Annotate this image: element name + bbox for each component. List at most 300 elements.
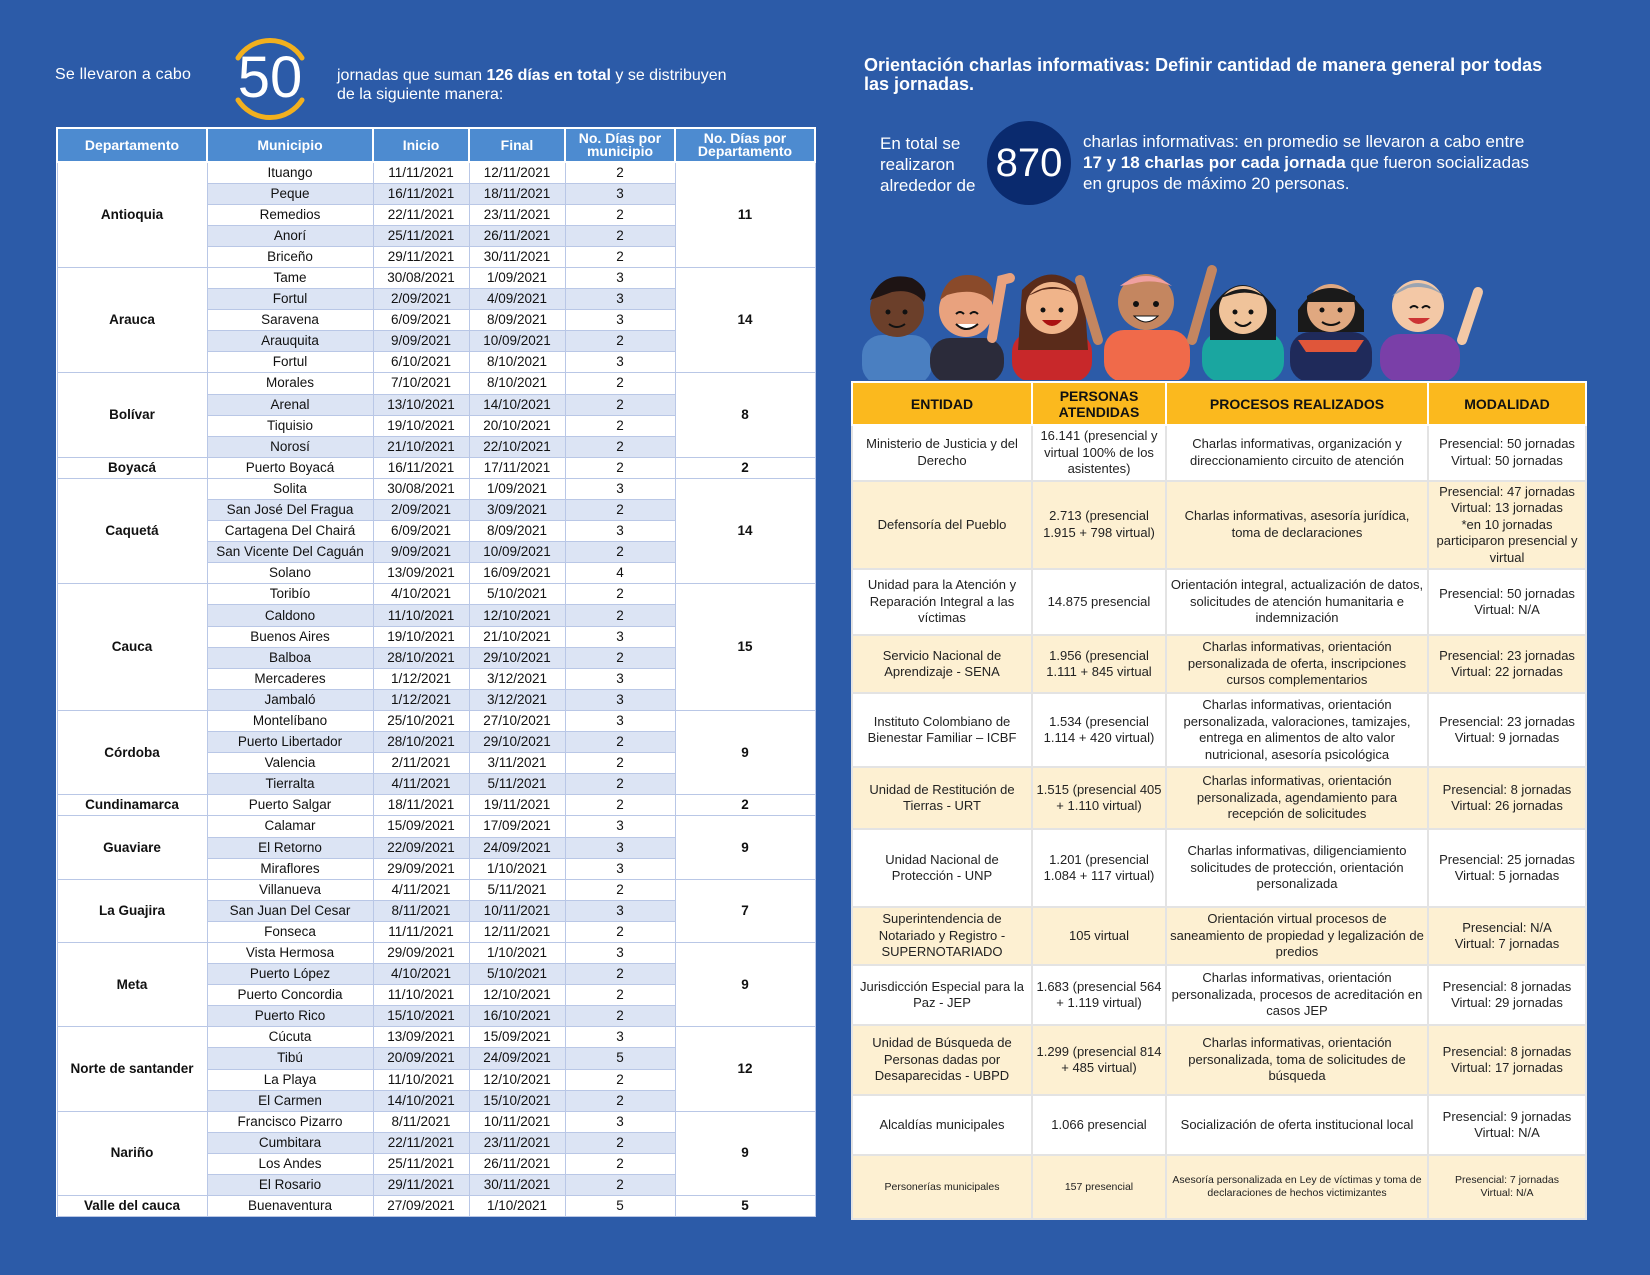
department-cell: Antioquia [57, 162, 207, 267]
inicio-cell: 29/09/2021 [373, 858, 469, 879]
municipio-cell: Los Andes [207, 1153, 373, 1174]
modalidad-cell: Presencial: 8 jornadas Virtual: 26 jornadas [1428, 767, 1586, 829]
modalidad-cell: Presencial: 9 jornadas Virtual: N/A [1428, 1095, 1586, 1155]
inicio-cell: 16/11/2021 [373, 183, 469, 204]
table-row [852, 965, 1586, 1025]
modalidad-cell: Presencial: 47 jornadas Virtual: 13 jornadas *en 10 jornadas participaron presencial y virtual [1428, 481, 1586, 570]
charlas-desc-line: en grupos de máximo 20 personas. [1083, 174, 1350, 193]
final-cell: 5/11/2021 [469, 879, 565, 900]
municipio-cell: Morales [207, 373, 373, 394]
final-cell: 12/10/2021 [469, 605, 565, 626]
dias-municipio-cell: 2 [565, 879, 675, 900]
table-row [57, 816, 815, 837]
municipio-cell: El Carmen [207, 1090, 373, 1111]
entidad-cell: Superintendencia de Notariado y Registro - SUPERNOTARIADO [852, 907, 1032, 965]
final-cell: 12/10/2021 [469, 1069, 565, 1090]
table-row [57, 710, 815, 731]
final-cell: 17/11/2021 [469, 457, 565, 478]
dias-municipio-cell: 2 [565, 732, 675, 753]
municipio-cell: Ituango [207, 162, 373, 183]
modalidad-cell: Presencial: 8 jornadas Virtual: 29 jornadas [1428, 965, 1586, 1025]
table-row [57, 457, 815, 478]
intro-text-bold: 126 días en total [486, 67, 611, 84]
inicio-cell: 2/11/2021 [373, 753, 469, 774]
final-cell: 10/11/2021 [469, 1111, 565, 1132]
dias-municipio-cell: 2 [565, 964, 675, 985]
final-cell: 5/10/2021 [469, 964, 565, 985]
final-cell: 29/10/2021 [469, 732, 565, 753]
municipio-cell: Fortul [207, 289, 373, 310]
table-row [852, 1155, 1586, 1219]
inicio-cell: 9/09/2021 [373, 331, 469, 352]
entidad-cell: Unidad de Búsqueda de Personas dadas por Desaparecidas - UBPD [852, 1025, 1032, 1095]
table-row [852, 767, 1586, 829]
municipio-cell: Francisco Pizarro [207, 1111, 373, 1132]
table-row [57, 584, 815, 605]
final-cell: 18/11/2021 [469, 183, 565, 204]
person-icon [1290, 284, 1372, 380]
dias-departamento-cell: 14 [675, 267, 815, 372]
personas-cell: 1.534 (presencial 1.114 + 420 virtual) [1032, 693, 1166, 767]
table-row [57, 373, 815, 394]
inicio-cell: 14/10/2021 [373, 1090, 469, 1111]
inicio-cell: 27/09/2021 [373, 1196, 469, 1217]
modalidad-cell: Presencial: 25 jornadas Virtual: 5 jornadas [1428, 829, 1586, 907]
entidad-cell: Jurisdicción Especial para la Paz - JEP [852, 965, 1032, 1025]
department-cell: Nariño [57, 1111, 207, 1195]
final-cell: 8/10/2021 [469, 373, 565, 394]
charlas-desc-rest: que fueron socializadas [1345, 153, 1530, 172]
table-row [852, 481, 1586, 570]
final-cell: 5/11/2021 [469, 774, 565, 795]
dias-municipio-cell: 2 [565, 500, 675, 521]
intro-description [337, 66, 807, 104]
inicio-cell: 1/12/2021 [373, 689, 469, 710]
charlas-title: Orientación charlas informativas: Definir cantidad de manera general por todas las jornadas. [864, 55, 1543, 94]
personas-cell: 16.141 (presencial y virtual 100% de los asistentes) [1032, 425, 1166, 481]
inicio-cell: 13/10/2021 [373, 394, 469, 415]
dias-municipio-cell: 3 [565, 183, 675, 204]
personas-cell: 1.066 presencial [1032, 1095, 1166, 1155]
final-cell: 19/11/2021 [469, 795, 565, 816]
procesos-cell: Charlas informativas, asesoría jurídica, toma de declaraciones [1166, 481, 1428, 570]
inicio-cell: 13/09/2021 [373, 563, 469, 584]
person-icon [930, 275, 1010, 380]
municipio-cell: El Rosario [207, 1175, 373, 1196]
dias-municipio-cell: 3 [565, 668, 675, 689]
final-cell: 27/10/2021 [469, 710, 565, 731]
final-cell: 10/09/2021 [469, 331, 565, 352]
modalidad-cell: Presencial: 23 jornadas Virtual: 22 jornadas [1428, 635, 1586, 693]
municipio-cell: Norosí [207, 436, 373, 457]
table-row [852, 1025, 1586, 1095]
col-header: Inicio [373, 128, 469, 162]
final-cell: 30/11/2021 [469, 1175, 565, 1196]
personas-cell: 14.875 presencial [1032, 569, 1166, 635]
department-cell: Caquetá [57, 478, 207, 583]
final-cell: 29/10/2021 [469, 647, 565, 668]
final-cell: 24/09/2021 [469, 837, 565, 858]
dias-municipio-cell: 2 [565, 1175, 675, 1196]
municipio-cell: Mercaderes [207, 668, 373, 689]
municipio-cell: Balboa [207, 647, 373, 668]
department-cell: Córdoba [57, 710, 207, 794]
inicio-cell: 11/11/2021 [373, 921, 469, 942]
inicio-cell: 22/09/2021 [373, 837, 469, 858]
table-row [57, 879, 815, 900]
final-cell: 10/09/2021 [469, 542, 565, 563]
inicio-cell: 30/08/2021 [373, 267, 469, 288]
dias-municipio-cell: 3 [565, 478, 675, 499]
inicio-cell: 19/10/2021 [373, 415, 469, 436]
dias-municipio-cell: 5 [565, 1048, 675, 1069]
charlas-prefix-line: realizaron [880, 155, 955, 174]
dias-departamento-cell: 9 [675, 710, 815, 794]
dias-departamento-cell: 5 [675, 1196, 815, 1217]
dias-municipio-cell: 3 [565, 1027, 675, 1048]
dias-departamento-cell: 2 [675, 795, 815, 816]
inicio-cell: 4/10/2021 [373, 584, 469, 605]
inicio-cell: 6/09/2021 [373, 310, 469, 331]
dias-municipio-cell: 2 [565, 331, 675, 352]
final-cell: 1/10/2021 [469, 1196, 565, 1217]
municipio-cell: Saravena [207, 310, 373, 331]
dias-municipio-cell: 2 [565, 1153, 675, 1174]
dias-departamento-cell: 8 [675, 373, 815, 457]
procesos-cell: Charlas informativas, orientación personalizada, valoraciones, tamizajes, entrega en alimentos de alto valor nutricional, asesoría psicológica [1166, 693, 1428, 767]
intro-text-a: jornadas que suman [337, 67, 487, 84]
final-cell: 12/10/2021 [469, 985, 565, 1006]
department-cell: Boyacá [57, 457, 207, 478]
procesos-cell: Orientación integral, actualización de datos, solicitudes de atención humanitaria e indemnización [1166, 569, 1428, 635]
municipio-cell: Puerto Rico [207, 1006, 373, 1027]
dias-departamento-cell: 12 [675, 1027, 815, 1111]
municipio-cell: Tibú [207, 1048, 373, 1069]
final-cell: 20/10/2021 [469, 415, 565, 436]
entidad-cell: Instituto Colombiano de Bienestar Familiar – ICBF [852, 693, 1032, 767]
charlas-total-prefix [880, 133, 975, 196]
final-cell: 15/10/2021 [469, 1090, 565, 1111]
dias-departamento-cell: 14 [675, 478, 815, 583]
final-cell: 3/12/2021 [469, 689, 565, 710]
dias-municipio-cell: 2 [565, 795, 675, 816]
procesos-cell: Socialización de oferta institucional local [1166, 1095, 1428, 1155]
entidades-table [851, 381, 1587, 1220]
municipio-cell: Arenal [207, 394, 373, 415]
entidad-cell: Alcaldías municipales [852, 1095, 1032, 1155]
dias-municipio-cell: 3 [565, 710, 675, 731]
inicio-cell: 22/11/2021 [373, 204, 469, 225]
procesos-cell: Asesoría personalizada en Ley de víctimas y toma de declaraciones de hechos victimizantes [1166, 1155, 1428, 1219]
table-row [852, 693, 1586, 767]
municipio-cell: Briceño [207, 246, 373, 267]
final-cell: 23/11/2021 [469, 1132, 565, 1153]
final-cell: 3/09/2021 [469, 500, 565, 521]
entidad-cell: Defensoría del Pueblo [852, 481, 1032, 570]
entidad-cell: Unidad de Restitución de Tierras - URT [852, 767, 1032, 829]
dias-municipio-cell: 3 [565, 689, 675, 710]
municipio-cell: Cumbitara [207, 1132, 373, 1153]
municipio-cell: El Retorno [207, 837, 373, 858]
municipio-cell: Cartagena Del Chairá [207, 521, 373, 542]
municipio-cell: Valencia [207, 753, 373, 774]
final-cell: 10/11/2021 [469, 900, 565, 921]
dias-municipio-cell: 2 [565, 204, 675, 225]
personas-cell: 1.956 (presencial 1.111 + 845 virtual [1032, 635, 1166, 693]
dias-municipio-cell: 3 [565, 816, 675, 837]
final-cell: 30/11/2021 [469, 246, 565, 267]
municipio-cell: Tame [207, 267, 373, 288]
final-cell: 12/11/2021 [469, 921, 565, 942]
final-cell: 4/09/2021 [469, 289, 565, 310]
table-row [57, 795, 815, 816]
procesos-cell: Charlas informativas, orientación personalizada, toma de solicitudes de búsqueda [1166, 1025, 1428, 1095]
inicio-cell: 8/11/2021 [373, 900, 469, 921]
municipio-cell: Solano [207, 563, 373, 584]
dias-municipio-cell: 2 [565, 1069, 675, 1090]
charlas-prefix-line: En total se [880, 134, 961, 153]
final-cell: 1/09/2021 [469, 478, 565, 499]
entidad-cell: Ministerio de Justicia y del Derecho [852, 425, 1032, 481]
dias-municipio-cell: 2 [565, 647, 675, 668]
table-row [57, 1027, 815, 1048]
dias-municipio-cell: 2 [565, 162, 675, 183]
inicio-cell: 4/10/2021 [373, 964, 469, 985]
modalidad-cell: Presencial: 8 jornadas Virtual: 17 jornadas [1428, 1025, 1586, 1095]
inicio-cell: 16/11/2021 [373, 457, 469, 478]
intro-text-c: y se distribuyen [610, 67, 727, 84]
table-row [852, 1095, 1586, 1155]
final-cell: 8/09/2021 [469, 310, 565, 331]
col-header: MODALIDAD [1428, 382, 1586, 425]
inicio-cell: 29/11/2021 [373, 246, 469, 267]
inicio-cell: 25/11/2021 [373, 225, 469, 246]
dias-municipio-cell: 3 [565, 858, 675, 879]
procesos-cell: Charlas informativas, orientación personalizada de oferta, inscripciones cursos complementarios [1166, 635, 1428, 693]
municipio-cell: Calamar [207, 816, 373, 837]
final-cell: 1/10/2021 [469, 858, 565, 879]
table-row [57, 162, 815, 183]
municipio-cell: Remedios [207, 204, 373, 225]
final-cell: 8/10/2021 [469, 352, 565, 373]
municipio-cell: Caldono [207, 605, 373, 626]
inicio-cell: 15/10/2021 [373, 1006, 469, 1027]
col-header: No. Días por municipio [565, 128, 675, 162]
department-cell: Valle del cauca [57, 1196, 207, 1217]
dias-municipio-cell: 2 [565, 394, 675, 415]
col-header: PROCESOS REALIZADOS [1166, 382, 1428, 425]
inicio-cell: 20/09/2021 [373, 1048, 469, 1069]
final-cell: 16/10/2021 [469, 1006, 565, 1027]
municipio-cell: Puerto Concordia [207, 985, 373, 1006]
entidades-table-header [852, 382, 1586, 425]
municipio-cell: Miraflores [207, 858, 373, 879]
municipio-cell: Montelíbano [207, 710, 373, 731]
dias-municipio-cell: 3 [565, 267, 675, 288]
procesos-cell: Charlas informativas, orientación personalizada, agendamiento para recepción de solicitudes [1166, 767, 1428, 829]
final-cell: 23/11/2021 [469, 204, 565, 225]
charlas-description [1083, 131, 1583, 194]
municipio-cell: Puerto Libertador [207, 732, 373, 753]
final-cell: 17/09/2021 [469, 816, 565, 837]
municipio-cell: Solita [207, 478, 373, 499]
table-row [852, 569, 1586, 635]
entidad-cell: Unidad Nacional de Protección - UNP [852, 829, 1032, 907]
final-cell: 24/09/2021 [469, 1048, 565, 1069]
modalidad-cell: Presencial: N/A Virtual: 7 jornadas [1428, 907, 1586, 965]
entidad-cell: Personerías municipales [852, 1155, 1032, 1219]
inicio-cell: 11/10/2021 [373, 605, 469, 626]
dias-municipio-cell: 2 [565, 1090, 675, 1111]
procesos-cell: Charlas informativas, diligenciamiento solicitudes de protección, orientación personalizada [1166, 829, 1428, 907]
department-cell: Norte de santander [57, 1027, 207, 1111]
dias-municipio-cell: 2 [565, 246, 675, 267]
dias-municipio-cell: 3 [565, 942, 675, 963]
person-icon [1380, 280, 1478, 380]
dias-municipio-cell: 2 [565, 436, 675, 457]
dias-municipio-cell: 2 [565, 584, 675, 605]
dias-municipio-cell: 3 [565, 352, 675, 373]
municipio-cell: Fonseca [207, 921, 373, 942]
dias-departamento-cell: 11 [675, 162, 815, 267]
col-header: Departamento [57, 128, 207, 162]
municipio-cell: San Juan Del Cesar [207, 900, 373, 921]
municipio-cell: Fortul [207, 352, 373, 373]
final-cell: 3/12/2021 [469, 668, 565, 689]
municipio-cell: Tiquisio [207, 415, 373, 436]
table-row [57, 1111, 815, 1132]
municipio-cell: Puerto López [207, 964, 373, 985]
charlas-desc-bold: 17 y 18 charlas por cada jornada [1083, 153, 1346, 172]
municipio-cell: San José Del Fragua [207, 500, 373, 521]
final-cell: 1/09/2021 [469, 267, 565, 288]
inicio-cell: 7/10/2021 [373, 373, 469, 394]
final-cell: 14/10/2021 [469, 394, 565, 415]
table-row [852, 425, 1586, 481]
municipio-cell: La Playa [207, 1069, 373, 1090]
jornadas-count-badge [224, 30, 316, 126]
inicio-cell: 13/09/2021 [373, 1027, 469, 1048]
inicio-cell: 8/11/2021 [373, 1111, 469, 1132]
inicio-cell: 25/10/2021 [373, 710, 469, 731]
intro-text-line2: de la siguiente manera: [337, 86, 504, 103]
inicio-cell: 11/10/2021 [373, 1069, 469, 1090]
department-cell: Arauca [57, 267, 207, 372]
municipio-cell: Peque [207, 183, 373, 204]
municipio-cell: Tierralta [207, 774, 373, 795]
col-header: ENTIDAD [852, 382, 1032, 425]
final-cell: 15/09/2021 [469, 1027, 565, 1048]
final-cell: 8/09/2021 [469, 521, 565, 542]
inicio-cell: 15/09/2021 [373, 816, 469, 837]
inicio-cell: 4/11/2021 [373, 774, 469, 795]
charlas-desc-line [1083, 152, 1583, 173]
personas-cell: 105 virtual [1032, 907, 1166, 965]
final-cell: 1/10/2021 [469, 942, 565, 963]
charlas-count-badge: 870 [987, 121, 1071, 205]
department-cell: Guaviare [57, 816, 207, 879]
dias-municipio-cell: 3 [565, 1111, 675, 1132]
inicio-cell: 4/11/2021 [373, 879, 469, 900]
dias-municipio-cell: 2 [565, 774, 675, 795]
jornadas-table [56, 127, 816, 1217]
final-cell: 21/10/2021 [469, 626, 565, 647]
charlas-desc-line: charlas informativas: en promedio se llevaron a cabo entre [1083, 132, 1525, 151]
modalidad-cell: Presencial: 7 jornadas Virtual: N/A [1428, 1155, 1586, 1219]
dias-municipio-cell: 2 [565, 457, 675, 478]
entidad-cell: Servicio Nacional de Aprendizaje - SENA [852, 635, 1032, 693]
dias-municipio-cell: 2 [565, 1006, 675, 1027]
municipio-cell: Jambaló [207, 689, 373, 710]
dias-municipio-cell: 3 [565, 310, 675, 331]
dias-municipio-cell: 2 [565, 373, 675, 394]
dias-municipio-cell: 2 [565, 415, 675, 436]
dias-municipio-cell: 2 [565, 921, 675, 942]
municipio-cell: Toribío [207, 584, 373, 605]
dias-departamento-cell: 15 [675, 584, 815, 711]
dias-municipio-cell: 2 [565, 542, 675, 563]
table-row [852, 829, 1586, 907]
final-cell: 3/11/2021 [469, 753, 565, 774]
dias-departamento-cell: 2 [675, 457, 815, 478]
final-cell: 5/10/2021 [469, 584, 565, 605]
department-cell: Bolívar [57, 373, 207, 457]
table-row [57, 942, 815, 963]
dias-departamento-cell: 9 [675, 816, 815, 879]
dias-municipio-cell: 5 [565, 1196, 675, 1217]
final-cell: 12/11/2021 [469, 162, 565, 183]
department-cell: Meta [57, 942, 207, 1026]
municipio-cell: Cúcuta [207, 1027, 373, 1048]
charlas-prefix-line: alrededor de [880, 176, 976, 195]
personas-cell: 1.683 (presencial 564 + 1.119 virtual) [1032, 965, 1166, 1025]
dias-municipio-cell: 3 [565, 521, 675, 542]
dias-departamento-cell: 7 [675, 879, 815, 942]
municipio-cell: Arauquita [207, 331, 373, 352]
municipio-cell: Buenaventura [207, 1196, 373, 1217]
municipio-cell: Villanueva [207, 879, 373, 900]
personas-cell: 1.201 (presencial 1.084 + 117 virtual) [1032, 829, 1166, 907]
dias-municipio-cell: 3 [565, 289, 675, 310]
inicio-cell: 2/09/2021 [373, 289, 469, 310]
personas-cell: 157 presencial [1032, 1155, 1166, 1219]
inicio-cell: 11/10/2021 [373, 985, 469, 1006]
final-cell: 26/11/2021 [469, 225, 565, 246]
dias-municipio-cell: 2 [565, 225, 675, 246]
entidad-cell: Unidad para la Atención y Reparación Integral a las víctimas [852, 569, 1032, 635]
col-header: PERSONAS ATENDIDAS [1032, 382, 1166, 425]
jornadas-count: 50 [237, 45, 303, 110]
municipio-cell: Vista Hermosa [207, 942, 373, 963]
municipio-cell: Buenos Aires [207, 626, 373, 647]
procesos-cell: Charlas informativas, organización y direccionamiento circuito de atención [1166, 425, 1428, 481]
dias-municipio-cell: 2 [565, 605, 675, 626]
inicio-cell: 25/11/2021 [373, 1153, 469, 1174]
dias-municipio-cell: 3 [565, 900, 675, 921]
people-group-illustration [852, 240, 1592, 380]
inicio-cell: 9/09/2021 [373, 542, 469, 563]
table-row [57, 1196, 815, 1217]
inicio-cell: 2/09/2021 [373, 500, 469, 521]
inicio-cell: 11/11/2021 [373, 162, 469, 183]
person-icon [862, 276, 932, 380]
inicio-cell: 28/10/2021 [373, 647, 469, 668]
inicio-cell: 19/10/2021 [373, 626, 469, 647]
inicio-cell: 1/12/2021 [373, 668, 469, 689]
procesos-cell: Charlas informativas, orientación personalizada, procesos de acreditación en casos JEP [1166, 965, 1428, 1025]
final-cell: 26/11/2021 [469, 1153, 565, 1174]
department-cell: La Guajira [57, 879, 207, 942]
